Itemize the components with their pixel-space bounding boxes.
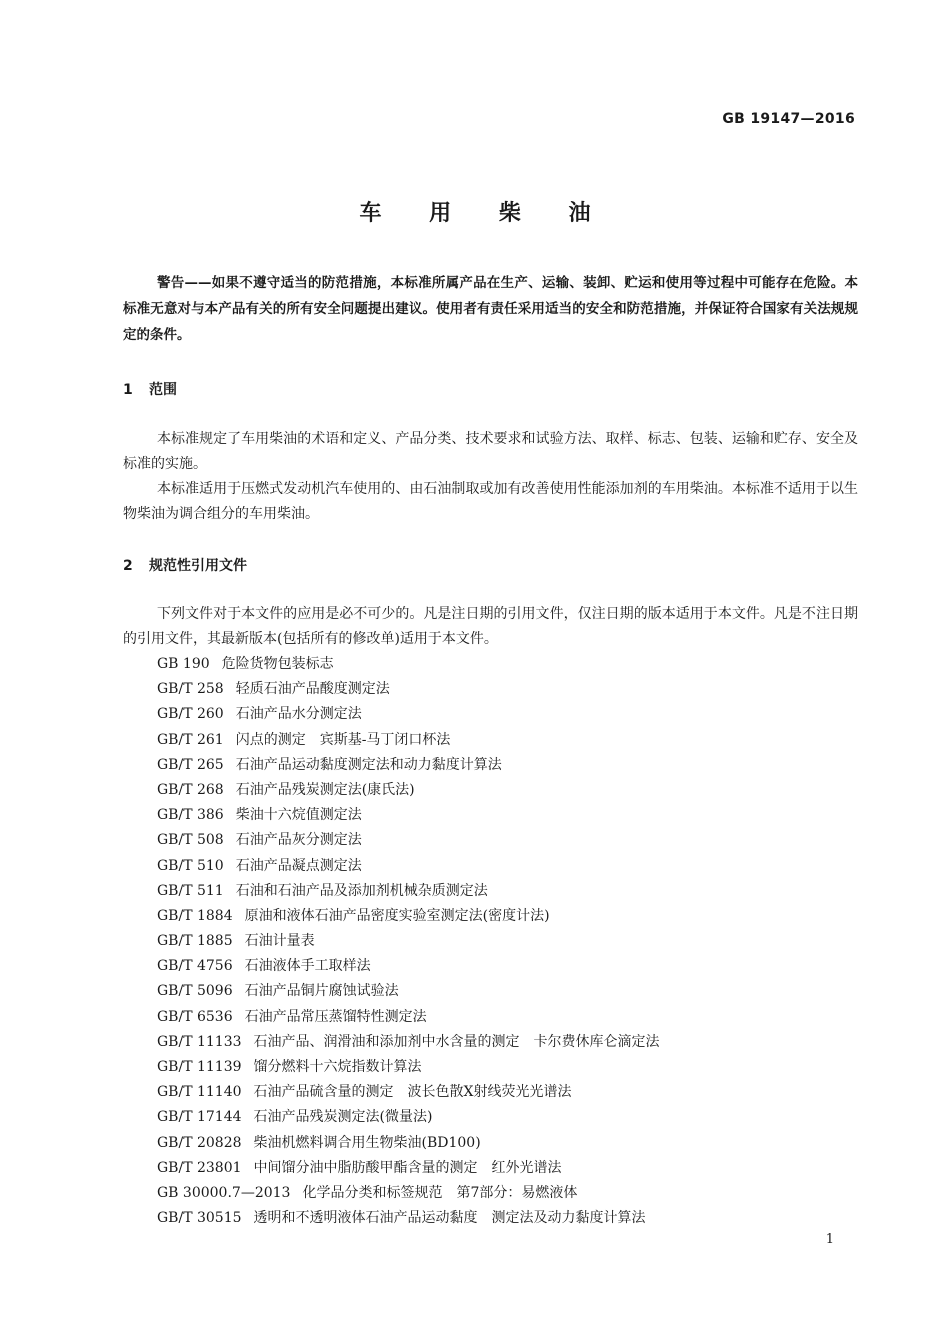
reference-item <box>157 1080 660 1105</box>
reference-code: GB/T 265 <box>157 756 224 773</box>
reference-title: 石油产品常压蒸馏特性测定法 <box>244 1008 427 1025</box>
standard-code: GB 19147—2016 <box>722 111 855 127</box>
reference-title: 石油计量表 <box>244 933 315 950</box>
section-heading-normative-references <box>123 555 247 575</box>
reference-item <box>157 828 660 853</box>
reference-item <box>157 979 660 1004</box>
reference-item <box>157 879 660 904</box>
reference-code: GB/T 17144 <box>157 1109 242 1126</box>
reference-title: 石油产品灰分测定法 <box>235 832 362 849</box>
reference-item <box>157 1005 660 1030</box>
reference-code: GB/T 11139 <box>157 1059 242 1075</box>
reference-title: 石油产品凝点测定法 <box>235 857 362 874</box>
reference-code: GB/T 510 <box>157 857 224 874</box>
reference-item <box>157 652 660 677</box>
section-number: 2 <box>123 558 133 574</box>
reference-title: 馏分燃料十六烷指数计算法 <box>253 1059 422 1075</box>
reference-title: 危险货物包装标志 <box>221 656 334 672</box>
reference-code: GB/T 508 <box>157 832 224 849</box>
scope-paragraph-1: 本标准规定了车用柴油的术语和定义、产品分类、技术要求和试验方法、取样、标志、包装、运输和贮存、安全及标准的实施。 <box>123 431 858 472</box>
reference-item <box>157 728 660 753</box>
reference-title: 柴油十六烷值测定法 <box>235 807 362 824</box>
reference-code: GB/T 268 <box>157 781 224 798</box>
reference-title: 中间馏分油中脂肪酸甲酯含量的测定 红外光谱法 <box>253 1159 562 1176</box>
reference-code: GB/T 511 <box>157 882 224 899</box>
section-number: 1 <box>123 382 133 398</box>
reference-item <box>157 904 660 929</box>
reference-item <box>157 954 660 979</box>
reference-item <box>157 1181 660 1206</box>
reference-title: 石油产品、润滑油和添加剂中水含量的测定 卡尔费休库仑滴定法 <box>253 1033 660 1050</box>
reference-title: 轻质石油产品酸度测定法 <box>235 681 390 698</box>
reference-code: GB/T 4756 <box>157 958 233 975</box>
references-intro-paragraph: 下列文件对于本文件的应用是必不可少的。凡是注日期的引用文件，仅注日期的版本适用于本文件。凡是不注日期的引用文件，其最新版本(包括所有的修改单)适用于本文件。 <box>123 606 858 647</box>
reference-item <box>157 1131 660 1156</box>
reference-title: 石油产品残炭测定法(康氏法) <box>235 781 415 798</box>
reference-item <box>157 1156 660 1181</box>
page-number: 1 <box>825 1232 834 1247</box>
section-heading-scope <box>123 379 177 399</box>
reference-title: 透明和不透明液体石油产品运动黏度 测定法及动力黏度计算法 <box>253 1210 646 1227</box>
reference-title: 化学品分类和标签规范 第7部分：易燃液体 <box>302 1184 578 1201</box>
reference-code: GB 190 <box>157 656 210 672</box>
reference-item <box>157 753 660 778</box>
document-title: 车 用 柴 油 <box>359 201 611 226</box>
reference-item <box>157 702 660 727</box>
reference-title: 石油和石油产品及添加剂机械杂质测定法 <box>235 882 488 899</box>
reference-code: GB 30000.7—2013 <box>157 1184 291 1201</box>
reference-code: GB/T 30515 <box>157 1210 242 1227</box>
reference-title: 石油产品残炭测定法(微量法) <box>253 1109 433 1126</box>
reference-code: GB/T 5096 <box>157 983 233 1000</box>
reference-code: GB/T 20828 <box>157 1134 242 1151</box>
reference-item <box>157 803 660 828</box>
reference-code: GB/T 11133 <box>157 1033 242 1050</box>
warning-paragraph: 警告——如果不遵守适当的防范措施，本标准所属产品在生产、运输、装卸、贮运和使用等过程中可能存在危险。本标准无意对与本产品有关的所有安全问题提出建议。使用者有责任采用适当的安全和防范措施，并保证符合国家有关法规规定的条件。 <box>123 275 858 343</box>
reference-item <box>157 854 660 879</box>
reference-item <box>157 1206 660 1231</box>
reference-item <box>157 677 660 702</box>
reference-title: 柴油机燃料调合用生物柴油(BD100) <box>253 1134 481 1151</box>
reference-title: 石油产品水分测定法 <box>235 706 362 723</box>
reference-code: GB/T 6536 <box>157 1008 233 1025</box>
reference-code: GB/T 23801 <box>157 1159 242 1176</box>
reference-item <box>157 929 660 954</box>
reference-title: 原油和液体石油产品密度实验室测定法(密度计法) <box>244 907 550 924</box>
reference-code: GB/T 11140 <box>157 1084 242 1101</box>
reference-code: GB/T 261 <box>157 731 224 748</box>
reference-list <box>157 652 660 1231</box>
reference-title: 石油产品铜片腐蚀试验法 <box>244 983 399 1000</box>
reference-title: 闪点的测定 宾斯基-马丁闭口杯法 <box>235 731 451 748</box>
reference-code: GB/T 1884 <box>157 907 233 924</box>
reference-code: GB/T 1885 <box>157 933 233 950</box>
section-title: 范围 <box>149 382 177 398</box>
reference-code: GB/T 386 <box>157 807 224 824</box>
reference-item <box>157 1055 660 1080</box>
scope-paragraph-2: 本标准适用于压燃式发动机汽车使用的、由石油制取或加有改善使用性能添加剂的车用柴油。本标准不适用于以生物柴油为调合组分的车用柴油。 <box>123 481 858 522</box>
reference-code: GB/T 260 <box>157 706 224 723</box>
reference-title: 石油产品硫含量的测定 波长色散X射线荧光光谱法 <box>253 1084 572 1101</box>
reference-item <box>157 1030 660 1055</box>
section-title: 规范性引用文件 <box>149 558 247 574</box>
reference-item <box>157 1105 660 1130</box>
reference-title: 石油液体手工取样法 <box>244 958 371 975</box>
reference-title: 石油产品运动黏度测定法和动力黏度计算法 <box>235 756 502 773</box>
reference-item <box>157 778 660 803</box>
reference-code: GB/T 258 <box>157 681 224 698</box>
